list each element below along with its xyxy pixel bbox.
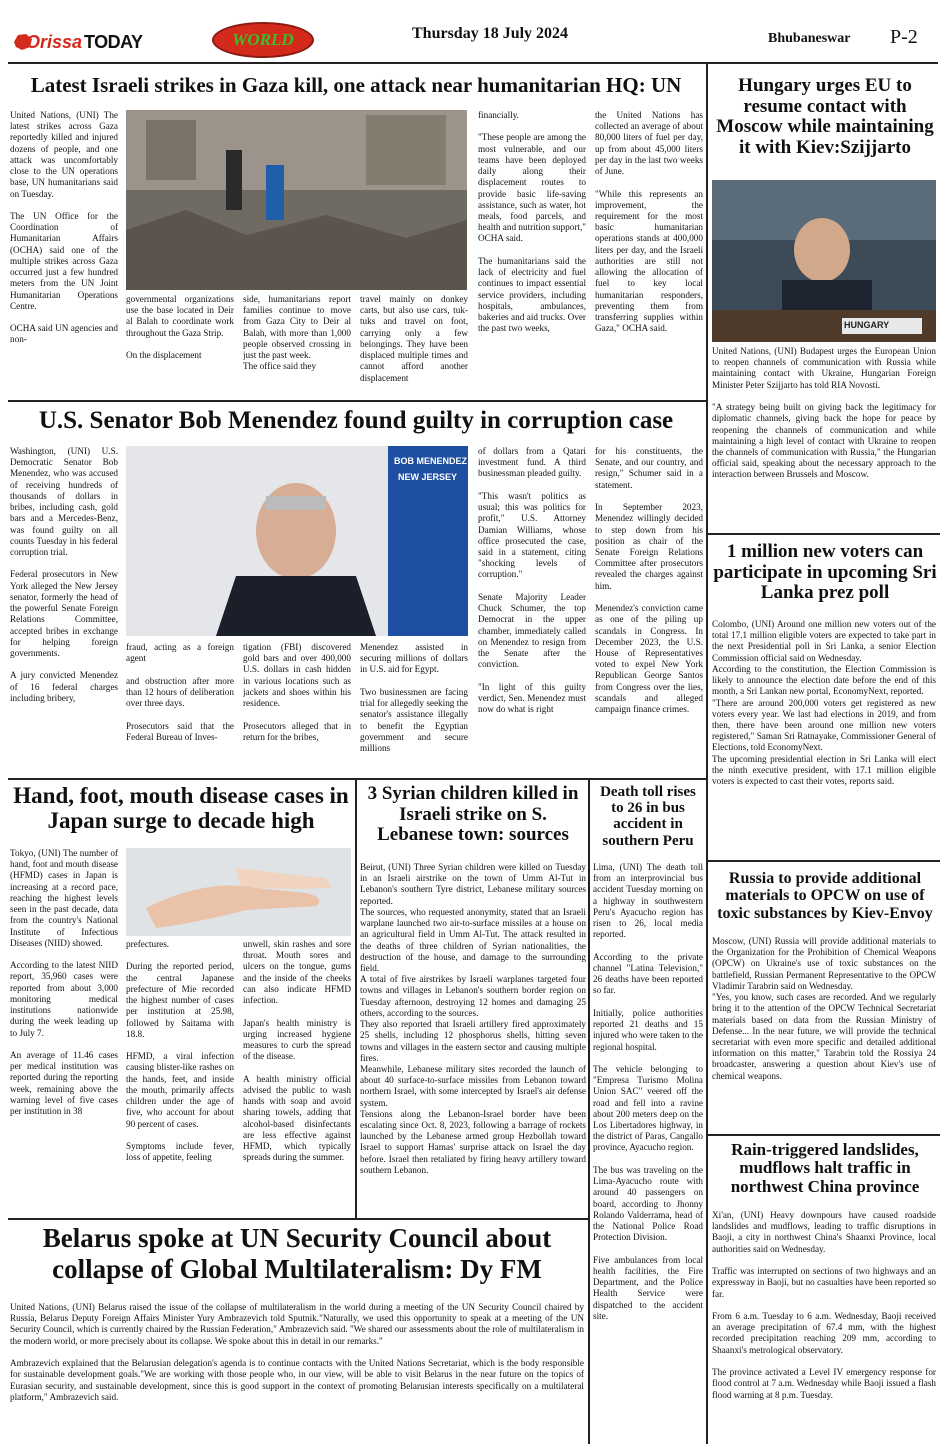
syria-body: Beirut, (UNI) Three Syrian children were killed on Tuesday in an Israeli airstrike on the town of Umm Al-Tut in Lebanon's southern Tyre district, Lebanese military sources reported. The sources, who requested anonymity, stated that an Israeli warplane launched two air-to-surface missiles at a house on an agricultural field in Umm Al-Tut. The attack resulted in the deaths of three children of Syrian nationalities, the destruction of the house, and damage to the surrounding field. A total of five airstrikes by Israeli warplanes targeted four towns and villages in Lebanon's southern border region on Tuesday afternoon, destroying 12 homes and damaging 25 others, according to the sources. They also reported that Israeli artillery fired approximately 25 shells, including 12 phosphorus shells, hitting seven towns and villages in the eastern sector and causing multiple fires. Meanwhile, Lebanese military sites recorded the launch of about 40 surface-to-surface missiles from Lebanon toward northern Israel, with some intercepted by Israel's air defense system. Tensions along the Lebanon-Israel border have been escalating since Oct. 8, 2023, following a barrage of rockets launched by the Lebanese armed group Hezbollah toward Israel to support Hamas' surprise attack on Israel the day before. Israel then retaliated by firing heavy artillery toward southern Lebanon. bbox=[360, 862, 586, 1175]
hungary-body: United Nations, (UNI) Budapest urges the European Union to reopen channels of communication with Russia while maintaining contact with Ukraine, Hungarian Foreign Minister Peter Szijjarto has told RIA Novosti. "A strategy being built on giving back the legitimacy for diplomatic channels, giving back the hope for peace by reopening the channels of communication and while maintaining a high level of contact with Ukraine to reopen the channels of communication with Russia," the Hungarian official said, speaking about the necessary approach to the interaction between Brussels and Moscow. bbox=[712, 346, 936, 480]
menendez-sign-name: BOB MENENDEZ bbox=[394, 456, 468, 466]
gaza-col-4: travel mainly on donkey carts, but also use cars, tuk-tuks and travel on foot, carrying only a few belongings. They have been displaced multiple times and cannot afford another displacement bbox=[360, 294, 468, 383]
peru-body: Lima, (UNI) The death toll from an interprovincial bus accident Tuesday morning on a highway in southwestern Peru's Ayacucho region has risen to 26, local media reported. According to the private channel "Latina Television," 26 deaths have been reported so far. Initially, police authorities reported 21 deaths and 15 injured who were taken to the regional hospital. The vehicle belonging to "Empresa Turismo Molina Union SAC" veered off the road and fell into a ravine about 200 meters deep on the Los Libertadores highway, in the district of Paras, Cangallo province, Ayacucho region. The bus was traveling on the Lima-Ayacucho route with around 40 passengers on board, according to Jhonny Rolando Valderrama, head of the National Police Road Protection Division. Five ambulances from local health facilities, the Fire Department, and the Police Health Service were dispatched to the accident site. bbox=[593, 862, 703, 1321]
masthead-divider bbox=[8, 62, 938, 64]
hfmd-col-1: Tokyo, (UNI) The number of hand, foot and mouth disease (HFMD) cases in Japan is increasing at a record pace, reaching the highest levels seen in the past decade, data from the country's National Institute of Infectious Diseases (NIID) showed. According to the latest NIID report, 35,960 cases were reported from about 3,000 monitoring medical institutions nationwide during the week leading up to July 7. An average of 11.46 cases per medical institution was reported during the reporting week, remaining above the warning level of five cases per institution in 38 bbox=[10, 848, 118, 1117]
hungary-nameplate: HUNGARY bbox=[844, 320, 890, 330]
china-headline: Rain-triggered landslides, mudflows halt traffic in northwest China province bbox=[730, 1140, 920, 1196]
menendez-col-6: for his constituents, the Senate, and our country, and resign," Schumer said in a statement. In September 2023, Menendez willingly decided to step down from his position as chair of the Senate Foreign Relations Committee after prosecutors revealed the charges against him. Menendez's conviction came as one of the piling up scandals in Congress. In December 2023, the U.S. House of Representatives voted to expel New York Republican George Santos from Congress over the lies, scandals and alleged campaign finance crimes. bbox=[595, 446, 703, 715]
hungary-headline: Hungary urges EU to resume contact with Moscow while maintaining it with Kiev:Szijjarto bbox=[716, 75, 934, 158]
syria-headline: 3 Syrian children killed in Israeli strike on S. Lebanese town: sources bbox=[367, 783, 579, 846]
divider bbox=[708, 860, 940, 862]
logo-today: TODAY bbox=[84, 32, 143, 52]
gaza-col-2: governmental organizations use the base located in Deir al Balah to coordinate work throughout the Gaza Strip. On the displacement bbox=[126, 294, 234, 361]
issue-date: Thursday 18 July 2024 bbox=[412, 25, 569, 42]
srilanka-headline: 1 million new voters can participate in upcoming Sri Lanka prez poll bbox=[713, 541, 937, 604]
menendez-col-2: fraud, acting as a foreign agent and obstruction after more than 12 hours of deliberation over three days. Prosecutors said that the Federal Bureau of Inves- bbox=[126, 642, 234, 742]
opcw-headline: Russia to provide additional materials to OPCW on use of toxic substances by Kiev-Envoy bbox=[717, 870, 933, 922]
gaza-col-5: financially. "These people are among the most vulnerable, and our teams have been deployed daily along their displacement routes to provide basic life-saving assistance, such as water, hot meals, food parcels, and health and nutrition support," OCHA said. The humanitarians said the lack of electricity and fuel continues to impact essential service providers, including hospitals, ambulances, bakeries and aid trucks. Over the past two weeks, bbox=[478, 110, 586, 334]
china-body: Xi'an, (UNI) Heavy downpours have caused roadside landslides and mudflows, leading to traffic disruptions in Baoji, a city in northwest China's Shaanxi Province, local authorities said on Wednesday. Traffic was interrupted on sections of two highways and an expressway in Baoji, but no casualties have been reported so far. From 6 a.m. Tuesday to 6 a.m. Wednesday, Baoji received an average precipitation of 67.4 mm, with the highest recorded precipitation reaching 209 mm, according to Shaanxi's metrological observatory. The province activated a Level IV emergency response for flood control at 7 a.m. Wednesday while Baoji issued a flash flood warning at 8 p.m. Tuesday. bbox=[712, 1210, 936, 1400]
divider bbox=[8, 1218, 588, 1220]
belarus-headline: Belarus spoke at UN Security Council about collapse of Global Multilateralism: Dy FM bbox=[42, 1223, 552, 1285]
column-divider bbox=[355, 780, 357, 1218]
masthead bbox=[0, 0, 945, 62]
menendez-col-1: Washington, (UNI) U.S. Democratic Senator Bob Menendez, who was accused of receiving hundreds of thousands of dollars in bribes, including cash, gold bars and a Mercedes-Benz, was found guilty on all counts Tuesday in his federal corruption trial. Federal prosecutors in New York alleged the New Jersey senator, formerly the head of the powerful Senate Foreign Relations Committee, accepted bribes in exchange for helping foreign governments. A jury convicted Menendez of 16 federal charges including bribery, bbox=[10, 446, 118, 703]
gaza-col-3: side, humanitarians report families continue to move from Gaza City to Deir al Balah, with more than 1,000 people observed crossing in just the past week. The office said they bbox=[243, 294, 351, 372]
logo bbox=[12, 30, 152, 56]
city: Bhubaneswar bbox=[768, 31, 851, 46]
menendez-sign-state: NEW JERSEY bbox=[398, 472, 458, 482]
logo-orissa: Orissa bbox=[26, 32, 83, 52]
menendez-photo bbox=[126, 446, 468, 636]
srilanka-body: Colombo, (UNI) Around one million new voters out of the total 17.1 million eligible voters are expected to take part in the next Presidential poll in Sri Lanka, a senior Election Commission official said on Wednesday. According to the constitution, the Election Commission is likely to announce the election date before the end of this month, a Sri Lankan new portal, EconomyNext, reported. "There are around 200,000 voters get registered as new voters every year. We last had elections in 2019, and from then, there have been around one million new voters registered," Saman Sri Ratnayake, Commissioner General of Elections, told EconomyNext. The upcoming presidential election in Sri Lanka will elect the ninth executive president, with 17.1 million eligible voters is expected to cast their votes, reports said. bbox=[712, 619, 936, 787]
page-number: P-2 bbox=[890, 26, 918, 48]
menendez-col-4: Menendez assisted in securing millions of dollars in U.S. aid for Egypt. Two businessmen are facing trial for allegedly seeking the senator's assistance illegally to benefit the Egyptian government and secure millions bbox=[360, 642, 468, 753]
divider bbox=[8, 400, 706, 402]
hands-photo-icon bbox=[126, 848, 351, 936]
opcw-body: Moscow, (UNI) Russia will provide additional materials to the Organization for the Prohibition of Chemical Weapons (OPCW) on Ukraine's use of toxic substances on the battlefield, Russian Permanent Representative to the OPCW Vladimir Tarabrin said on Wednesday. "Yes, you know, such cases are recorded. And we regularly bring it to the attention of the OPCW Technical Secretariat materials based on data from the Russian Ministry of Defense... In the near future, we will provide the technical secretariat with even more specific and detailed additional information on this matter," Tarabrin told the Rossiya 24 broadcaster, answering a question about Kiev's use of chemical weapons. bbox=[712, 936, 936, 1081]
divider bbox=[8, 778, 706, 780]
divider bbox=[708, 1134, 940, 1136]
gaza-photo bbox=[126, 110, 467, 290]
peru-headline: Death toll rises to 26 in bus accident in southern Peru bbox=[600, 784, 696, 849]
menendez-headline: U.S. Senator Bob Menendez found guilty in corruption case bbox=[38, 407, 674, 434]
section-badge bbox=[212, 22, 314, 58]
section-badge-label: WORLD bbox=[232, 30, 294, 49]
hfmd-col-3: unwell, skin rashes and sore throat. Mouth sores and ulcers on the tongue, gums and the inside of the cheeks can also indicate HFMD infection. Japan's health ministry is urging increased hygiene measures to curb the spread of the disease. A health ministry official advised the public to wash hands with soap and avoid sharing towels, adding that alcohol-based disinfectants are less effective against HFMD, which typically spreads during the summer. bbox=[243, 939, 351, 1163]
belarus-body: United Nations, (UNI) Belarus raised the issue of the collapse of multilateralism in the world during a meeting of the UN Security Council chaired by Russia, Belarus Deputy Foreign Affairs Minister Yury Ambrazevich told Sputnik."Naturally, we used this opportunity to speak at a meeting of the UN Security Council, which is currently chaired by the Russian Federation," Ambrazevich said. "We shared our assessments about the role of multilateralism in the modern world, or more precisely about its collapse. We spoke about this in detail in our remarks." Ambrazevich explained that the Belarusian delegation's agenda is to continue contacts with the United Nations Secretariat, which is the body responsible for sustainable development goals."We are working with those people who, in our view, will be able to visit Belarus in the near future on the topics of Eurasian security, and sustainable development, since this is good support in the context of promoting Belarusian interests specifically on a multilateral platform," Ambrazevich said. bbox=[10, 1302, 584, 1402]
divider bbox=[708, 533, 940, 535]
gaza-col-1: United Nations, (UNI) The latest strikes across Gaza reportedly killed and injured dozens of people, and one attack was uncomfortably close to the UN operations base, UN humanitarians said on Tuesday. The UN Office for the Coordination of Humanitarian Affairs (OCHA) said one of the multiple strikes across Gaza occurred just a few hundred meters from the UN Joint Humanitarian Operations Centre. OCHA said UN agencies and non- bbox=[10, 110, 118, 345]
hfmd-headline: Hand, foot, mouth disease cases in Japan surge to decade high bbox=[13, 783, 349, 833]
column-divider bbox=[588, 780, 590, 1444]
diplomat-photo-icon bbox=[712, 180, 936, 342]
menendez-col-5: of dollars from a Qatari investment fund. A third businessman pleaded guilty. "This wasn't politics as usual; this was politics for profit," U.S. Attorney Damian Williams, whose office prosecuted the case, said in a statement, citing "shocking levels of corruption." Senate Majority Leader Chuck Schumer, the top Democrat in the upper chamber, immediately called on Menendez to resign from the Senate after the conviction. "In light of this guilty verdict, Sen. Menendez must now do what is right bbox=[478, 446, 586, 715]
column-divider bbox=[706, 64, 708, 1444]
gaza-headline: Latest Israeli strikes in Gaza kill, one attack near humanitarian HQ: UN bbox=[30, 73, 682, 97]
gaza-col-6: the United Nations has collected an average of about 80,000 liters of fuel per day, up from about 45,000 liters per day in the last two weeks of June. "While this represents an improvement, the requirement for the most basic humanitarian operations stands at 400,000 liters per day, and the Israeli authorities are still not allowing the allocation of fuel to key local humanitarian responders, preventing them from transferring supplies within Gaza," OCHA said. bbox=[595, 110, 703, 334]
menendez-col-3: tigation (FBI) discovered gold bars and over 400,000 U.S. dollars in cash hidden in various locations such as jackets and shoes within his residence. Prosecutors alleged that in return for the bribes, bbox=[243, 642, 351, 742]
rubble-photo-icon bbox=[126, 110, 467, 290]
hfmd-photo bbox=[126, 848, 351, 936]
hungary-photo bbox=[712, 180, 936, 342]
hfmd-col-2: prefectures. During the reported period, the central Japanese prefecture of Mie recorded the highest number of cases per institution at 25.98, followed by Saitama with 18.8. HFMD, a viral infection causing blister-like rashes on the hands, feet, and inside the mouth, primarily affects children under the age of five, who account for about 90 percent of cases. Symptoms include fever, loss of appetite, feeling bbox=[126, 939, 234, 1163]
